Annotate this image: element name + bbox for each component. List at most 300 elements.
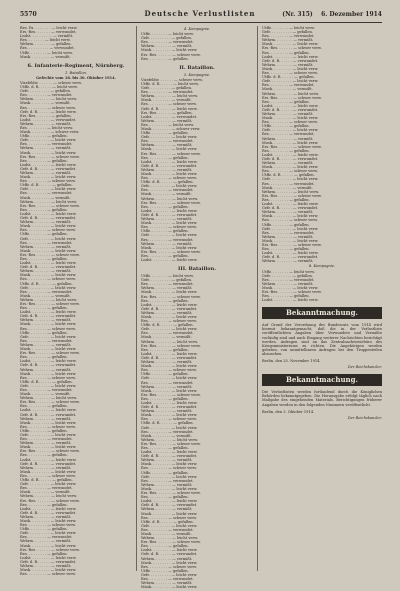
casualty-entry: Gefr. . . . . . . . . . — leicht verw. (141, 572, 198, 577)
casualty-entry: Res. . . . . . . . . — gefallen. (262, 294, 310, 299)
casualty-entry: Ers.-Res. . . . . . . — schwer verw. (141, 200, 201, 205)
casualty-entry: Wehrm. . . . . . . . — leicht verw. (262, 91, 319, 96)
casualty-entry: Musk. . . . . . . . . — vermißt. (20, 293, 71, 298)
casualty-entry: Res. . . . . . . . . — gefallen. (141, 347, 189, 352)
casualty-entry: Musk. . . . . . . . . — schwer verw. (20, 130, 80, 135)
casualty-entry: Wehrm. . . . . . . . — vermißt. (141, 507, 193, 512)
casualty-entry: Musk. . . . . . . . . — vermißt. (262, 185, 313, 190)
battalion-title: II. Bataillon. (179, 64, 215, 71)
casualty-entry: Res. . . . . . . . . — schwer verw. (20, 424, 76, 429)
casualty-entry: Musk. . . . . . . . . — leicht verw. (20, 568, 77, 573)
casualty-entry: Gefr. d. R. . . . . . — verwundet. (262, 157, 319, 161)
casualty-entry: Musk. . . . . . . . . — leicht verw. (262, 42, 319, 47)
casualty-entry: Gefr. d. R. . . . . . — verwundet. (141, 355, 198, 360)
casualty-entry: Gefr. . . . . . . . . . — gefallen. (141, 36, 193, 41)
casualty-entry: Res. . . . . . . . . — gefallen. (20, 502, 68, 507)
casualty-entry: Res. . . . . . . . . — schwer verw. (20, 473, 76, 478)
casualty-entry: Wehrm. . . . . . . . — vermißt. (20, 318, 72, 323)
casualty-entry: Ers.-Res. . . . . . . — schwer verw. (262, 144, 322, 149)
casualty-entry: Gefr. . . . . . . . . . — leicht verw. (141, 327, 198, 332)
casualty-entry: Res. . . . . . . . . — verwundet. (262, 34, 315, 39)
casualty-entry: Wehrm. . . . . . . . — leicht verw. (20, 97, 77, 102)
page-number: 5570 (20, 11, 37, 18)
casualty-entry: Musk. . . . . . . . . — leicht verw. (20, 248, 77, 253)
column-divider (257, 26, 258, 571)
casualty-entry: Wehrm. . . . . . . . — leicht verw. (141, 339, 198, 344)
casualty-entry: Res. . . . . . . . . — gefallen. (141, 544, 189, 549)
casualty-entry: Lndst. . . . . . . . . — leicht verw. (20, 506, 77, 511)
casualty-entry: Wehrm. . . . . . . . — vermißt. (141, 118, 193, 123)
casualty-entry: Utffz. . . . . . . . — leicht verw. (141, 274, 194, 279)
casualty-entry: Wehrm. . . . . . . . — vermißt. (20, 269, 72, 274)
casualty-entry: Gefr. . . . . . . . . . — gefallen. (262, 273, 314, 278)
casualty-entry: Gefr. d. R. . . . . . — verwundet. (141, 405, 198, 410)
casualty-entry: Res. . . . . . . . . — schwer verw. (20, 105, 76, 110)
casualty-entry: Lndst. . . . . . . . . . — vermißt. (20, 34, 74, 39)
battle-caption: Gefechte vom 18. bis 30. Oktober 1914. (36, 75, 116, 80)
casualty-entry: Res. . . . . . . . . — gefallen. (141, 495, 189, 500)
casualty-entry: Res. Pa. . . . . . . . — leicht verw. (20, 26, 78, 30)
casualty-entry: Utffz. d. R. . . . . . — gefallen. (141, 519, 194, 524)
notice-body: Auf Grund der Verordnung des Bundesrats vom 1914 wird hiermit bekanntgemacht, daß die in der Verlustliste veröffentlichten Angaben über Verwundete und Vermißte vorläufig sind und nach Eingang weiterer Nachrichten berichtigt werden. Anfragen sind an das Zentralnachweisebüro des Kriegsministeriums zu richten. Die Angehörigen werden gebeten, von unmittelbaren Anfragen bei den Truppenteilen abzusehen. (262, 323, 382, 356)
notice-heading: Bekanntmachung. (262, 374, 382, 386)
casualty-entry: Wehrm. . . . . . . . — vermißt. (262, 281, 314, 286)
casualty-entry: Res. . . . . . . . . — verwundet. (141, 577, 194, 581)
casualty-entry: Gefr. d. R. . . . . . — verwundet. (20, 559, 77, 564)
casualty-entry: Wehrm. . . . . . . . — vermißt. (20, 146, 72, 151)
casualty-entry: Wehrm. . . . . . . . — vermißt. (20, 367, 72, 372)
casualty-entry: Res. . . . . . . . . — verwundet. (262, 277, 315, 282)
casualty-entry: Ers.-Res. . . . . . . — schwer verw. (141, 151, 201, 156)
casualty-entry: Lndst. . . . . . . . . — leicht verw. (262, 54, 319, 59)
casualty-entry: Ers.-Res. . . . . . . — schwer verw. (141, 343, 201, 348)
casualty-entry: Wehrm. . . . . . . . — leicht verw. (20, 199, 77, 204)
casualty-entry: Res. . . . . . . . . — gefallen. (141, 396, 189, 401)
casualty-entry: Res. . . . . . . . . — gefallen. (20, 355, 68, 360)
casualty-entry: Lndst. . . . . . . . . — leicht verw. (141, 208, 198, 213)
casualty-entry: Wehrm. . . . . . . . — vermißt. (141, 143, 193, 148)
casualty-entry: Gefr. d. R. . . . . . — verwundet. (20, 265, 77, 270)
header-rule (20, 22, 382, 23)
casualty-entry: Gefr. . . . . . . . . . — leicht verw. (262, 128, 319, 133)
casualty-entry: Res. . . . . . . . . — schwer verw. (20, 326, 76, 331)
casualty-entry: Musk. . . . . . . . . — leicht verw. (20, 224, 77, 229)
casualty-entry: Res. . . . . . . . . — gefallen. (141, 298, 189, 303)
casualty-entry: Res. . . . . . . . . — schwer verw. (141, 564, 197, 569)
casualty-entry: Ers.-Res. . . . . . . — schwer verw. (262, 242, 322, 247)
casualty-entry: Res. . . . . . . . . — verwundet. (141, 90, 194, 95)
casualty-entry: Res. . . . . . . . . — gefallen. (20, 207, 68, 212)
casualty-entry: Res. . . . . . . . . — verwundet. (20, 437, 73, 442)
casualty-entry: Ers.-Res. . . . . . . — schwer verw. (262, 193, 322, 198)
casualty-entry: Musk. . . . . . . . . — leicht verw. (262, 214, 319, 219)
casualty-entry: Musk. . . . . . . . . — leicht verw. (141, 147, 198, 152)
casualty-entry: Wehrm. . . . . . . . — leicht verw. (141, 196, 198, 201)
casualty-entry: Gefr. . . . . . . . . . — leicht verw. (20, 482, 77, 487)
casualty-entry: Gefr. d. R. . . . . . — leicht verw. (20, 109, 77, 114)
casualty-entry: Gefr. d. R. . . . . . — verwundet. (262, 58, 319, 63)
casualty-entry: Wehrm. . . . . . . . — vermißt. (141, 286, 193, 291)
casualty-entry: Ers.-Res. . . . . . . — schwer verw. (262, 290, 322, 294)
casualty-entry: Res. . . . . . . . . — gefallen. (20, 158, 68, 163)
casualty-list (141, 32, 253, 61)
casualty-entry: Musk. . . . . . . . . — leicht verw. (141, 245, 198, 250)
casualty-entry: Res. . . . . . . . . — schwer verw. (20, 228, 76, 233)
casualty-entry: Lndst. . . . . . . . . — leicht verw. (262, 251, 319, 256)
casualty-entry: Utffz. d. R. . . . . . — gefallen. (141, 180, 194, 185)
casualty-entry: Wehrm. . . . . . . . — vermißt. (262, 259, 314, 264)
casualty-entry: Wehrm. . . . . . . . — vermißt. (262, 62, 314, 67)
casualty-entry: Lndst. . . . . . . . . — leicht verw. (141, 548, 198, 553)
casualty-entry: Res. . . . . . . . . — leicht verw. (20, 125, 73, 130)
casualty-entry: Musk. . . . . . . . . — leicht verw. (141, 413, 198, 418)
casualty-entry: Musk. . . . . . . . . — leicht verw. (141, 486, 198, 491)
casualty-entry: Wehrm. . . . . . . . — leicht verw. (20, 297, 77, 302)
casualty-entry: Gefr. d. R. . . . . . — verwundet. (20, 412, 77, 417)
casualty-entry: Ers.-Res. . . . . . . — verwundet. (20, 30, 77, 35)
casualty-entry: Musk. . . . . . . . . — leicht verw. (262, 116, 319, 121)
casualty-entry: Gefr. d. R. . . . . . — verwundet. (141, 454, 198, 459)
casualty-entry: Musk. . . . . . . . . — leicht verw. (262, 140, 319, 145)
casualty-entry: Gefr. . . . . . . . . . — leicht verw. (20, 531, 77, 536)
casualty-entry: Musk. . . . . . . . . — leicht verw. (20, 175, 77, 180)
casualty-entry: Musk. . . . . . . . . — leicht verw. (20, 273, 77, 278)
column-1 (20, 26, 132, 578)
casualty-entry: Gefr. . . . . . . . . . — leicht verw. (141, 184, 198, 189)
casualty-entry: Lndst. . . . . . . . . — verwundet. (20, 117, 77, 122)
newspaper-title: Deutsche Verlustlisten (144, 9, 256, 18)
casualty-entry: Res. . . . . . . . . — gefallen. (141, 56, 189, 61)
casualty-entry: Res. . . . . . . . . — verwundet. (262, 83, 315, 88)
casualty-entry: Res. . . . . . . . . — gefallen. (20, 404, 68, 409)
casualty-entry: Res. . . . . . . . . — verwundet. (20, 142, 73, 147)
casualty-entry: Wehrm. . . . . . . . — vermißt. (141, 409, 193, 414)
company-title: 4. Kompagnie. (183, 27, 211, 31)
casualty-entry: Ers.-Res. . . . . . . — schwer verw. (141, 52, 201, 57)
casualty-entry: Gefr. . . . . . . . . . — leicht verw. (141, 474, 198, 479)
casualty-entry: Lndst. . . . . . . . . — leicht verw. (20, 261, 77, 266)
casualty-entry: Musk. . . . . . . . . — leicht verw. (262, 165, 319, 170)
casualty-entry: Utffz. . . . . . . . — gefallen. (20, 330, 68, 335)
page-header (0, 9, 400, 22)
casualty-entry: Gefr. d. R. . . . . . — verwundet. (141, 503, 198, 508)
casualty-entry: Musk. . . . . . . . . — leicht verw. (141, 585, 198, 590)
company-title: 8. Kompagnie. (308, 264, 336, 269)
casualty-entry: Gefr. d. R. . . . . . — verwundet. (141, 306, 198, 311)
casualty-entry: Wehrm. . . . . . . . — leicht verw. (20, 494, 77, 499)
casualty-entry: Ers.-Res. . . . . . . — gefallen. (141, 110, 193, 115)
casualty-entry: Res. . . . . . . . . — schwer verw. (262, 169, 318, 174)
casualty-entry: Res. . . . . . . . . — schwer verw. (20, 523, 76, 528)
casualty-entry: Musk. . . . . . . . . — leicht verw. (141, 315, 198, 319)
casualty-entry: Utffz. . . . . . . . — gefallen. (262, 124, 310, 129)
casualty-entry: Musk. . . . . . . . . — leicht verw. (20, 518, 77, 523)
casualty-entry: Musk. . . . . . . . . — vermißt. (141, 335, 192, 340)
notice-date: Berlin, den 3. Oktober 1914. (262, 409, 315, 414)
casualty-entry: Wehrm. . . . . . . . — leicht verw. (141, 437, 198, 442)
casualty-entry: Res. . . . . . . . . — gefallen. (262, 148, 310, 153)
casualty-entry: Ers.-Res. . . . . . . — schwer verw. (20, 400, 80, 405)
casualty-entry: Utffz. . . . . . . . — gefallen. (20, 527, 68, 532)
casualty-entry: Lndst. . . . . . . . . — leicht verw. (141, 450, 198, 455)
notice-date: Berlin, den 25. November 1914. (262, 359, 321, 364)
casualty-entry: Res. . . . . . . . . — schwer verw. (141, 225, 197, 230)
casualty-entry: Res. . . . . . . . . — verwundet. (20, 387, 73, 392)
casualty-entry: Wehrm. . . . . . . . — gefallen. (20, 42, 72, 47)
casualty-entry: Gefr. . . . . . . . . . — leicht verw. (141, 523, 198, 528)
battalion-title: 1. Bataillon. (64, 70, 87, 75)
casualty-entry: Gefr. d. R. . . . . . — verwundet. (20, 510, 77, 515)
casualty-entry: Ers.-Res. . . . . . . — schwer verw. (141, 392, 201, 397)
casualty-entry: Wehrm. . . . . . . . — vermißt. (262, 210, 314, 215)
casualty-entry: Gefr. . . . . . . . . . — leicht verw. (141, 425, 198, 430)
casualty-entry: Musk. . . . . . . . . — leicht verw. (20, 445, 77, 450)
casualty-entry: Gefr. d. R. . . . . . — verwundet. (262, 255, 319, 260)
casualty-entry: Res. . . . . . . . . — verwundet. (141, 40, 194, 45)
casualty-entry: Gefr. . . . . . . . . . — gefallen. (20, 89, 72, 94)
casualty-entry: Utffz. d. R. . . . . . — leicht verw. (141, 81, 199, 86)
casualty-entry: Musk. . . . . . . . . — vermißt. (20, 54, 71, 59)
column-2 (141, 26, 253, 590)
casualty-list (262, 270, 382, 303)
casualty-entry: Musk. . . . . . . . . — vermißt. (20, 101, 71, 106)
casualty-entry: Wehrm. . . . . . . . — leicht verw. (262, 189, 319, 194)
casualty-entry: Gefr. . . . . . . . . . — gefallen. (141, 278, 193, 283)
casualty-entry: Res. . . . . . . . . — schwer verw. (262, 218, 318, 223)
casualty-entry: Res. . . . . . . . . — schwer verw. (141, 417, 197, 422)
casualty-entry: Res. . . . . . . . . — verwundet. (20, 93, 73, 98)
casualty-entry: Wehrm. . . . . . . . — vermißt. (20, 514, 72, 519)
casualty-entry: Res. . . . . . . . . — schwer verw. (141, 176, 197, 181)
casualty-entry: Res. . . . . . . . . — schwer verw. (20, 375, 76, 380)
casualty-entry: Res. . . . . . . . . — schwer verw. (141, 319, 197, 324)
casualty-entry: Musk. . . . . . . . . — leicht verw. (20, 469, 77, 474)
casualty-entry: Musk. . . . . . . . . — leicht verw. (141, 48, 198, 53)
casualty-entry: Ers.-Res. . . . . . . — schwer verw. (141, 294, 201, 299)
casualty-entry: Res. . . . . . . . . — gefallen. (262, 50, 310, 55)
casualty-entry: Wehrm. . . . . . . . — vermißt. (141, 458, 193, 463)
casualty-entry: Utffz. . . . . . . . — leicht verw. (262, 26, 315, 30)
casualty-entry: Res. . . . . . . . . — verwundet. (141, 478, 194, 483)
casualty-entry: Musk. . . . . . . . . — leicht verw. (141, 172, 198, 176)
casualty-entry: Utffz. . . . . . . . — gefallen. (20, 134, 68, 139)
casualty-entry: Utffz. d. R. . . . . . — gefallen. (262, 75, 315, 80)
casualty-entry: Gefr. . . . . . . . . . — leicht verw. (141, 135, 198, 140)
casualty-entry: Utffz. . . . . . . . — gefallen. (141, 229, 189, 234)
casualty-entry: Musk. . . . . . . . . — leicht verw. (141, 560, 198, 565)
casualty-entry: Gefr. . . . . . . . . . — gefallen. (141, 86, 193, 91)
casualty-entry: Utffz. d. R. . . . . . — gefallen. (20, 281, 73, 286)
casualty-entry: Res. . . . . . . . . — verwundet. (141, 527, 194, 532)
casualty-entry: Wehrm. . . . . . . . — vermißt. (141, 556, 193, 561)
casualty-entry: Gefr. . . . . . . . . . — leicht verw. (20, 236, 77, 241)
casualty-entry: Gefr. d. R. . . . . . — verwundet. (20, 314, 77, 319)
casualty-entry: Ers.-Res. . . . . . . — schwer verw. (20, 498, 80, 503)
casualty-entry: Res. . . . . . . . . — schwer verw. (141, 466, 197, 471)
casualty-entry: Gefr. . . . . . . . . . — leicht verw. (20, 285, 77, 290)
casualty-entry: Lndst. . . . . . . . . — leicht verw. (20, 211, 77, 216)
casualty-entry: Wehrm. . . . . . . . — vermißt. (20, 441, 72, 446)
casualty-entry: Res. . . . . . . . . — verwundet. (20, 191, 73, 196)
casualty-entry: Gefr. . . . . . . . . . — leicht verw. (141, 376, 198, 381)
casualty-entry: Res. . . . . . . . . — leicht verw. (141, 122, 194, 127)
casualty-entry: Wehrm. . . . . . . . — vermißt. (141, 167, 193, 172)
casualty-entry: Res. . . . . . . . — leicht verw. (20, 38, 71, 43)
casualty-list (262, 26, 382, 263)
casualty-entry: Wehrm. . . . . . . . — vermißt. (20, 171, 72, 175)
casualty-entry: Res. . . . . . . . . — gefallen. (262, 99, 310, 104)
casualty-entry: Utffz. . . . . . . . — gefallen. (141, 568, 189, 573)
casualty-entry: Musk. . . . . . . . . — leicht verw. (141, 462, 198, 467)
casualty-entry: Wehrm. . . . . . . . — vermißt. (20, 121, 72, 126)
casualty-entry: Lndst. . . . . . . . . — leicht verw. (262, 152, 319, 157)
casualty-entry: Lndst. . . . . . . . . — leicht verw. (141, 159, 198, 164)
casualty-entry: Wehrm. . . . . . . . — vermißt. (141, 217, 193, 222)
casualty-entry: Res. . . . . . . . . — verwundet. (141, 237, 194, 242)
casualty-entry: Res. . . . . . . . . — verwundet. (20, 240, 73, 245)
casualty-entry: Vizefeldw. . . . . . . — schwer verw. (20, 80, 82, 85)
casualty-entry: Gefr. d. R. . . . . . — verwundet. (20, 166, 77, 171)
casualty-entry: Gefr. . . . . . . . . . — gefallen. (262, 30, 314, 35)
casualty-entry: Res. . . . . . . . . — verwundet. (20, 338, 73, 343)
casualty-entry: Lndst. . . . . . . . . — leicht verw. (141, 302, 198, 307)
casualty-entry: Res. . . . . . . . . — gefallen. (262, 247, 310, 252)
casualty-entry: Gefr. . . . . . . . . . — leicht verw. (262, 226, 319, 231)
casualty-entry: Wehrm. . . . . . . . — vermißt. (141, 384, 193, 389)
casualty-entry: Wehrm. . . . . . . . — vermißt. (262, 234, 314, 239)
casualty-entry: Lndst. . . . . . . . . — leicht verw. (141, 499, 198, 504)
casualty-list (141, 274, 253, 589)
casualty-entry: Musk. . . . . . . . . — leicht verw. (20, 322, 77, 327)
casualty-entry: Musk. . . . . . . . . — leicht verw. (20, 420, 77, 425)
casualty-entry: Musk. . . . . . . . . — schwer verw. (141, 126, 201, 131)
casualty-entry: Wehrm. . . . . . . . — vermißt. (262, 111, 314, 116)
casualty-entry: Res. . . . . . . . . — verwundet. (141, 331, 194, 336)
casualty-entry: Lndst. . . . . . . . . — leicht verw. (262, 202, 319, 207)
casualty-entry: Wehrm. . . . . . . . — leicht verw. (141, 94, 198, 99)
casualty-entry: Wehrm. . . . . . . . — leicht verw. (141, 536, 198, 541)
casualty-entry: Ers.-Res. . . . . . . — schwer verw. (20, 203, 80, 208)
casualty-entry: Ers.-Res. . . . . . . — gefallen. (20, 113, 72, 118)
casualty-entry: Ers.-Res. . . . . . . — schwer verw. (20, 547, 80, 552)
casualty-entry: Gefr. d. R. . . . . . — verwundet. (141, 552, 198, 557)
casualty-entry: Gefr. . . . . . . . . . — leicht verw. (20, 138, 77, 143)
casualty-entry: Lndst. . . . . . . . . — leicht verw. (20, 555, 77, 560)
casualty-entry: Utffz. . . . . . . . — gefallen. (141, 131, 189, 136)
casualty-entry: Lndst. . . . . . . . . — verwundet. (141, 114, 198, 119)
casualty-entry: Utffz. . . . . . . . — leicht verw. (262, 269, 315, 274)
casualty-entry: Res. . . . . . . . . — verwundet. (20, 486, 73, 491)
casualty-entry: Ers.-Res. . . . . . . — schwer verw. (141, 491, 201, 496)
casualty-entry: Ers.-Res. . . . . . . — schwer verw. (20, 449, 80, 454)
casualty-entry: Lndst. . . . . . . . . — leicht verw. (20, 310, 77, 315)
casualty-entry: Ers.-Res. . . . . . . — schwer verw. (141, 441, 201, 446)
column-3 (262, 26, 382, 578)
casualty-entry: Wehrm. . . . . . . . — vermißt. (262, 38, 314, 43)
casualty-entry: Ers.-Res. . . . . . . — schwer verw. (141, 249, 201, 254)
casualty-entry: Gefr. . . . . . . . . . — leicht verw. (262, 79, 319, 84)
notice-body: Die Verlustlisten werden fortlaufend durch die Königlichen Behörden bekanntgegeben. Die Herausgabe erfolgt täglich nach Maßgabe des eingehenden Materials. Berichtigungen früherer Angaben werden in den folgenden Nummern veröffentlicht. (262, 390, 382, 407)
casualty-entry: Res. . . . . . . . . — verwundet. (141, 139, 194, 144)
casualty-entry: Lndst. . . . . . . . . — leicht verw. (20, 162, 77, 167)
casualty-entry: Gefr. d. R. . . . . . — leicht verw. (141, 106, 198, 111)
casualty-entry: Lndst. . . . . . . . . — leicht verw. (20, 457, 77, 462)
column-divider (136, 26, 137, 571)
casualty-entry: Res. . . . . . . . . — schwer verw. (262, 71, 318, 76)
casualty-entry: Musk. . . . . . . . . — vermißt. (20, 392, 71, 397)
casualty-entry: Res. . . . . . . . . — gefallen. (141, 446, 189, 450)
casualty-entry: Res. . . . . . . . . — gefallen. (141, 155, 189, 160)
casualty-entry: Wehrm. . . . . . . . — vermißt. (141, 310, 193, 315)
casualty-entry: Res. . . . . . . . . — gefallen. (262, 197, 310, 202)
battalion-title: III. Bataillon. (178, 266, 216, 273)
casualty-entry: Res. . . . . . . . . — verwundet. (141, 188, 194, 193)
casualty-entry: Res. . . . . . . . . — verwundet. (262, 132, 315, 137)
casualty-entry: Res. . . . . . . . . — verwundet. (262, 181, 315, 186)
casualty-entry: Gefr. d. R. . . . . . — verwundet. (20, 216, 77, 221)
casualty-entry: Res. . . . . . . . . — gefallen. (20, 453, 68, 458)
notice-signature: Der Reichskanzler. (347, 415, 382, 420)
casualty-entry: Lndst. . . . . . . . . — leicht verw. (141, 351, 198, 356)
casualty-entry: Musk. . . . . . . . . — leicht verw. (141, 388, 198, 393)
casualty-entry: Musk. . . . . . . . . — vermißt. (141, 433, 192, 438)
casualty-list (141, 78, 253, 262)
casualty-entry: Res. . . . . . . . . — gefallen. (141, 204, 189, 209)
casualty-entry: Musk. . . . . . . . . — vermißt. (141, 531, 192, 536)
casualty-entry: Wehrm. . . . . . . . — vermißt. (20, 564, 72, 568)
casualty-entry: Utffz. . . . . . . . — gefallen. (141, 372, 189, 377)
casualty-entry: Gefr. . . . . . . . . . — leicht verw. (20, 334, 77, 339)
casualty-entry: Gefr. . . . . . . . . . — leicht verw. (262, 177, 319, 182)
casualty-entry: Res. . . . . . . . . — gefallen. (20, 256, 68, 261)
casualty-entry: Res. . . . . . . . . — schwer verw. (141, 102, 197, 107)
casualty-entry: Wehrm. . . . . . . . — vermißt. (20, 539, 72, 544)
casualty-entry: Musk. . . . . . . . . — leicht verw. (141, 221, 198, 226)
casualty-entry: Musk. . . . . . . . . — leicht verw. (20, 347, 77, 352)
casualty-entry: Wehrm. . . . . . . . — vermißt. (141, 482, 193, 487)
casualty-entry: Musk. . . . . . . . . — leicht verw. (141, 290, 198, 295)
casualty-entry: Utffz. d. R. . . . . . — gefallen. (141, 421, 194, 426)
casualty-entry: Res. . . . . . . . . — schwer verw. (20, 277, 76, 282)
notice-signature: Der Reichskanzler. (347, 365, 382, 370)
casualty-entry: Gefr. d. R. . . . . . — verwundet. (141, 163, 198, 168)
casualty-entry: Gefr. d. R. . . . . . — verwundet. (262, 107, 319, 112)
casualty-entry: Utffz. . . . . . . . — gefallen. (141, 470, 189, 475)
casualty-entry: Wehrm. . . . . . . . — vermißt. (141, 360, 193, 365)
casualty-entry: Utffz. d. R. . . . . . — gefallen. (20, 478, 73, 483)
casualty-entry: Res. . . . . . . . . — schwer verw. (141, 368, 197, 373)
casualty-entry: Utffz. . . . . . . . — gefallen. (20, 232, 68, 237)
casualty-entry: Musk. . . . . . . . . — vermißt. (141, 98, 192, 103)
casualty-entry: Musk. . . . . . . . . — vermißt. (20, 195, 71, 200)
casualty-entry: Wehrm. . . . . . . . — vermißt. (141, 581, 193, 586)
casualty-entry: Res. . . . . . . . . — verwundet. (141, 282, 194, 287)
date: 6. Dezember 1914 (321, 11, 382, 18)
casualty-entry: Gefr. . . . . . . . . . — leicht verw. (20, 383, 77, 388)
casualty-entry: Res. . . . . . . . . — schwer verw. (20, 179, 76, 184)
casualty-entry: Musk. . . . . . . . . — leicht verw. (262, 66, 319, 71)
casualty-entry: Wehrm. . . . . . . . — vermißt. (262, 161, 314, 166)
casualty-entry: Gefr. d. R. . . . . . — verwundet. (262, 206, 319, 211)
casualty-entry: Ers.-Res. . . . . . . — schwer verw. (262, 46, 322, 51)
casualty-entry: Res. . . . . . . . . — verwundet. (141, 380, 194, 385)
casualty-entry: Lndst. . . . . . . . . — leicht verw. (262, 103, 319, 108)
casualty-entry: Res. . . . . . . . . — verwundet. (141, 429, 194, 434)
casualty-entry: Wehrm. . . . . . . . — vermißt. (20, 416, 72, 421)
casualty-entry: Ers.-Res. . . . . . . — schwer verw. (20, 351, 80, 356)
casualty-entry: Res. . . . . . . . . — verwundet. (20, 289, 73, 294)
casualty-entry: Utffz. . . . . . . . — gefallen. (262, 222, 310, 227)
